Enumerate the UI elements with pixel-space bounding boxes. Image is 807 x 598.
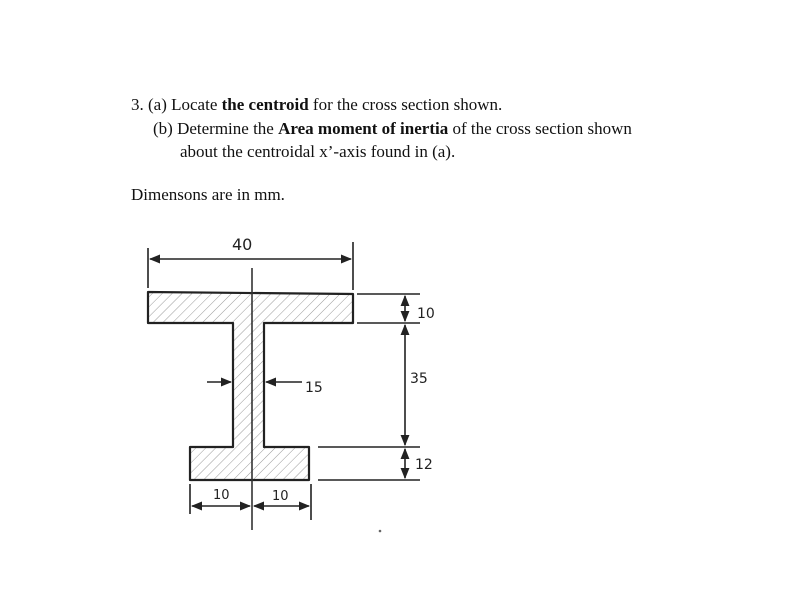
stray-mark: [379, 530, 382, 533]
dimensions-note: Dimensons are in mm.: [131, 185, 285, 204]
part-b-bold: Area moment of inertia: [278, 119, 449, 138]
question-part-b-line2: about the centroidal x’-axis found in (a).: [180, 142, 456, 161]
dim-top-width: [148, 235, 353, 290]
dim-label-bottom-right: 10: [272, 489, 289, 504]
part-b-prefix: (b) Determine the: [153, 119, 279, 138]
dim-label-web: 35: [410, 371, 428, 387]
part-a-prefix: 3. (a) Locate: [131, 95, 222, 114]
dim-label-top-flange: 10: [417, 306, 435, 322]
dim-label-bottom-left: 10: [213, 488, 230, 503]
part-a-bold: the centroid: [221, 95, 309, 114]
dim-label-top-width: 40: [232, 235, 253, 254]
dim-label-web-width: 15: [305, 380, 323, 396]
i-beam-section: [148, 268, 353, 530]
dim-bottom: [190, 484, 311, 520]
part-a-suffix: for the cross section shown.: [308, 95, 503, 114]
part-b-suffix: of the cross section shown: [448, 119, 632, 138]
dim-label-bottom-flange: 12: [415, 457, 433, 473]
